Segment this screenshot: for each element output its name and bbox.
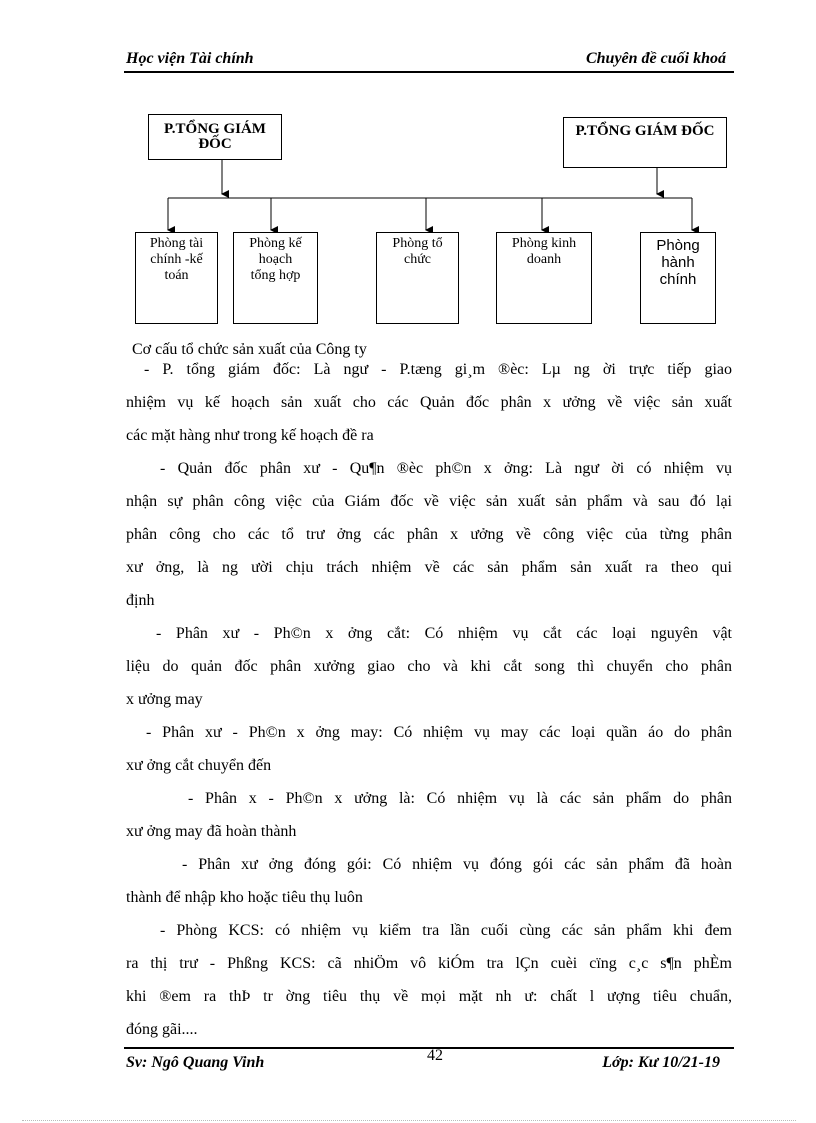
- body-line: ra thị trư - Phßng KCS: cã nhiÖm vô kiÓm tra lÇn cuèi cïng c¸c s¶n phÈm: [126, 955, 732, 972]
- box-dept-business: [496, 232, 592, 324]
- box-dept-finance: [135, 232, 218, 324]
- body-line: định: [126, 592, 155, 609]
- footer-student: Sv: Ngô Quang Vinh: [126, 1054, 265, 1071]
- dept-label-line: Phòng kế: [249, 236, 302, 251]
- body-line: khi ®em ra thÞ tr ờng tiêu thụ về mọi mặt nh ư: chất l ượng tiêu chuẩn,: [126, 988, 732, 1005]
- header-right: Chuyên đề cuối khoá: [585, 50, 726, 67]
- body-text: [126, 353, 732, 1046]
- body-line: - Phòng KCS: có nhiệm vụ kiểm tra lần cuối cùng các sản phẩm khi đem: [160, 922, 732, 939]
- dept-label-line: Phòng tổ: [392, 236, 443, 251]
- footer-class: Lớp: Kư 10/21-19: [602, 1054, 720, 1071]
- diagram-caption: Cơ cấu tổ chức sản xuất của Công ty: [132, 341, 367, 358]
- body-line: đóng gãi....: [126, 1021, 198, 1038]
- box-dept-administration: [640, 232, 716, 324]
- dept-label-line: tổng hợp: [250, 268, 301, 283]
- box-dept-planning: [233, 232, 318, 324]
- page-number: 42: [427, 1047, 443, 1064]
- dept-label-line: chính -kế: [150, 252, 203, 267]
- page-bottom-dotted-border: [22, 1120, 796, 1121]
- box-general-director-right-label: P.TỔNG GIÁM ĐỐC: [575, 123, 715, 139]
- body-line: phân công cho các tổ trư ởng các phân x ưởng về công việc của từng phân: [126, 526, 732, 543]
- dept-label-line: doanh: [526, 252, 562, 267]
- body-line: nhận sự phân công việc của Giám đốc về việc sản xuất sản phẩm và sau đó lại: [126, 493, 732, 510]
- body-line: xư ởng may đã hoàn thành: [126, 823, 297, 840]
- dept-label-line: Phòng: [656, 237, 700, 254]
- body-line: - Phân x - Ph©n x ưởng là: Có nhiệm vụ là các sản phẩm do phân: [188, 790, 732, 807]
- body-line: các mặt hàng như trong kế hoạch đề ra: [126, 427, 374, 444]
- body-line: - Phân xư - Ph©n x ởng may: Có nhiệm vụ may các loại quần áo do phân: [146, 724, 732, 741]
- body-line: xư ởng cắt chuyển đến: [126, 757, 272, 774]
- dept-label-line: hoạch: [258, 252, 293, 267]
- body-line: - Quản đốc phân xư - Qu¶n ®èc ph©n x ởng: Là ngư ời có nhiệm vụ: [160, 460, 732, 477]
- body-line: liệu do quản đốc phân xưởng giao cho và khi cắt song thì chuyển cho phân: [126, 658, 732, 675]
- body-line: x ưởng may: [126, 691, 203, 708]
- box-general-director-left: [148, 114, 282, 160]
- dept-label-line: Phòng tài: [149, 236, 204, 251]
- dept-label-line: Phòng kinh: [511, 236, 577, 251]
- body-line: thành để nhập kho hoặc tiêu thụ luôn: [126, 889, 363, 906]
- body-line: - Phân xư - Ph©n x ởng cắt: Có nhiệm vụ cắt các loại nguyên vật: [156, 625, 732, 642]
- dept-label-line: toán: [164, 268, 189, 283]
- dept-label-line: chức: [403, 252, 431, 267]
- dept-label-line: chính: [659, 271, 697, 288]
- box-general-director-right: [563, 117, 727, 168]
- header-left: Học viện Tài chính: [126, 50, 254, 67]
- dept-label-line: hành: [661, 254, 695, 271]
- body-line: - Phân xư ởng đóng gói: Có nhiệm vụ đóng gói các sản phẩm đã hoàn: [182, 856, 732, 873]
- body-line: nhiệm vụ kế hoạch sản xuất cho các Quản đốc phân x ưởng về việc sản xuất: [126, 394, 732, 411]
- body-line: - P. tổng giám đốc: Là ngư - P.tæng gi¸m ®èc: Lµ ng ời trực tiếp giao: [144, 361, 732, 378]
- box-dept-organization: [376, 232, 459, 324]
- body-line: xư ởng, là ng ười chịu trách nhiệm về các sản phẩm sản xuất ra theo qui: [126, 559, 732, 576]
- box-general-director-left-label: P.TỔNG GIÁM ĐỐC: [164, 121, 266, 152]
